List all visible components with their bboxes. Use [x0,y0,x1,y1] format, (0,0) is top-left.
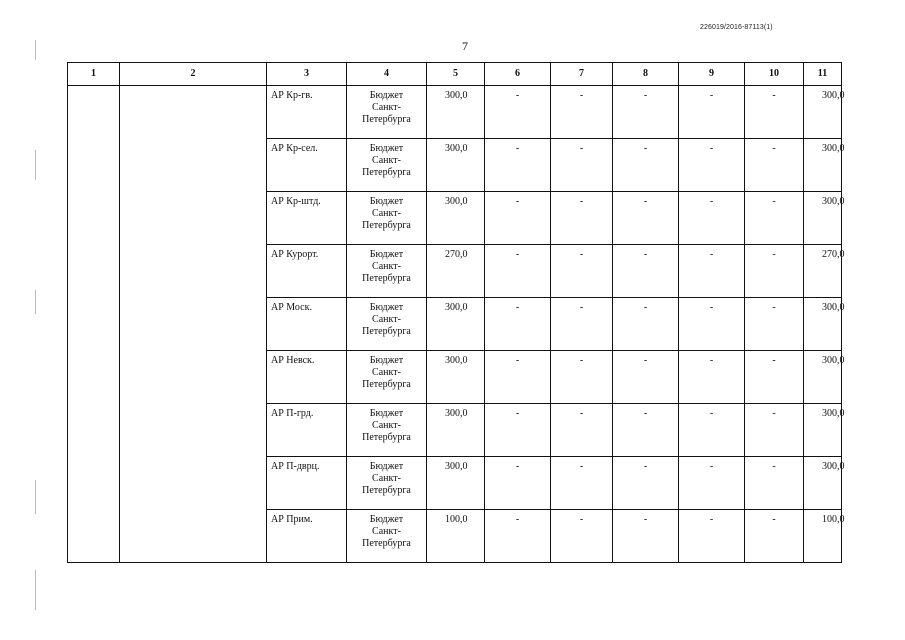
empty-value-cell: - [745,351,804,404]
column-header: 2 [120,63,267,86]
funding-source-cell [347,139,427,192]
column-header: 9 [679,63,745,86]
empty-value-cell: - [485,139,551,192]
total-cell: 300,0 [804,351,842,404]
amount-cell: 300,0 [427,192,485,245]
district-cell: АР Прим. [267,510,347,563]
funding-source-cell [347,510,427,563]
budget-table [67,62,845,563]
district-cell: АР Кр-гв. [267,86,347,139]
empty-value-cell: - [485,457,551,510]
funding-source-line: Бюджет [369,355,404,366]
funding-source-cell [347,86,427,139]
empty-value-cell: - [679,457,745,510]
funding-source-line: Петербурга [362,379,411,390]
amount-cell: 300,0 [427,404,485,457]
empty-value-cell: - [745,139,804,192]
funding-source-line: Петербурга [362,273,411,284]
district-cell: АР П-дврц. [267,457,347,510]
empty-value-cell: - [485,404,551,457]
empty-value-cell: - [679,298,745,351]
total-cell: 100,0 [804,510,842,563]
empty-value-cell: - [613,86,679,139]
empty-value-cell: - [613,298,679,351]
funding-source-line: Санкт- [372,473,401,484]
total-cell: 270,0 [804,245,842,298]
empty-value-cell: - [679,139,745,192]
funding-source-cell [347,457,427,510]
empty-value-cell: - [613,192,679,245]
column-header: 8 [613,63,679,86]
empty-value-cell: - [679,351,745,404]
empty-value-cell: - [551,404,613,457]
empty-value-cell: - [745,404,804,457]
funding-source-cell [347,351,427,404]
column-header: 3 [267,63,347,86]
empty-value-cell: - [613,404,679,457]
empty-value-cell: - [485,351,551,404]
document-id: 226019/2016-87113(1) [700,24,773,31]
amount-cell: 300,0 [427,351,485,404]
header-row [68,63,842,86]
empty-value-cell: - [679,404,745,457]
total-cell: 300,0 [804,192,842,245]
amount-cell: 300,0 [427,139,485,192]
funding-source-line: Санкт- [372,420,401,431]
funding-source-line: Петербурга [362,485,411,496]
empty-value-cell: - [745,245,804,298]
total-cell: 300,0 [804,404,842,457]
empty-value-cell: - [551,298,613,351]
empty-value-cell: - [551,245,613,298]
district-cell: АР Кр-штд. [267,192,347,245]
column-header: 1 [68,63,120,86]
empty-value-cell: - [551,510,613,563]
amount-cell: 300,0 [427,298,485,351]
empty-value-cell: - [551,457,613,510]
funding-source-cell [347,404,427,457]
column-header: 6 [485,63,551,86]
funding-source-line: Санкт- [372,208,401,219]
funding-source-line: Петербурга [362,114,411,125]
total-cell: 300,0 [804,86,842,139]
district-cell: АР Моск. [267,298,347,351]
empty-value-cell: - [551,86,613,139]
total-cell: 300,0 [804,298,842,351]
empty-value-cell: - [551,351,613,404]
funding-source-line: Петербурга [362,432,411,443]
funding-source-line: Санкт- [372,155,401,166]
empty-value-cell: - [613,457,679,510]
amount-cell: 100,0 [427,510,485,563]
merged-column-2 [120,86,267,563]
page-number: 7 [462,39,468,53]
funding-source-cell [347,245,427,298]
empty-value-cell: - [745,298,804,351]
funding-source-line: Бюджет [369,196,404,207]
funding-source-line: Бюджет [369,408,404,419]
table-row [68,86,842,139]
funding-source-line: Бюджет [369,514,404,525]
empty-value-cell: - [745,457,804,510]
district-cell: АР Невск. [267,351,347,404]
empty-value-cell: - [485,86,551,139]
funding-source-cell [347,192,427,245]
column-header: 4 [347,63,427,86]
column-header: 10 [745,63,804,86]
amount-cell: 300,0 [427,86,485,139]
funding-source-line: Бюджет [369,90,404,101]
column-header: 11 [804,63,842,86]
total-cell: 300,0 [804,139,842,192]
empty-value-cell: - [613,510,679,563]
amount-cell: 270,0 [427,245,485,298]
empty-value-cell: - [745,86,804,139]
funding-source-line: Петербурга [362,220,411,231]
funding-source-line: Санкт- [372,102,401,113]
empty-value-cell: - [679,86,745,139]
total-cell: 300,0 [804,457,842,510]
funding-source-cell [347,298,427,351]
funding-source-line: Бюджет [369,143,404,154]
empty-value-cell: - [613,139,679,192]
funding-source-line: Санкт- [372,367,401,378]
empty-value-cell: - [485,192,551,245]
funding-source-line: Петербурга [362,538,411,549]
district-cell: АР Курорт. [267,245,347,298]
funding-source-line: Санкт- [372,314,401,325]
amount-cell: 300,0 [427,457,485,510]
funding-source-line: Бюджет [369,461,404,472]
funding-source-line: Санкт- [372,261,401,272]
empty-value-cell: - [679,510,745,563]
empty-value-cell: - [613,245,679,298]
empty-value-cell: - [679,192,745,245]
funding-source-line: Петербурга [362,167,411,178]
empty-value-cell: - [485,298,551,351]
empty-value-cell: - [485,245,551,298]
district-cell: АР П-грд. [267,404,347,457]
empty-value-cell: - [613,351,679,404]
empty-value-cell: - [679,245,745,298]
district-cell: АР Кр-сел. [267,139,347,192]
funding-source-line: Бюджет [369,302,404,313]
empty-value-cell: - [551,139,613,192]
funding-source-line: Петербурга [362,326,411,337]
funding-source-line: Санкт- [372,526,401,537]
empty-value-cell: - [745,192,804,245]
empty-value-cell: - [551,192,613,245]
column-header: 7 [551,63,613,86]
empty-value-cell: - [745,510,804,563]
merged-column-1 [68,86,120,563]
funding-source-line: Бюджет [369,249,404,260]
column-header: 5 [427,63,485,86]
empty-value-cell: - [485,510,551,563]
